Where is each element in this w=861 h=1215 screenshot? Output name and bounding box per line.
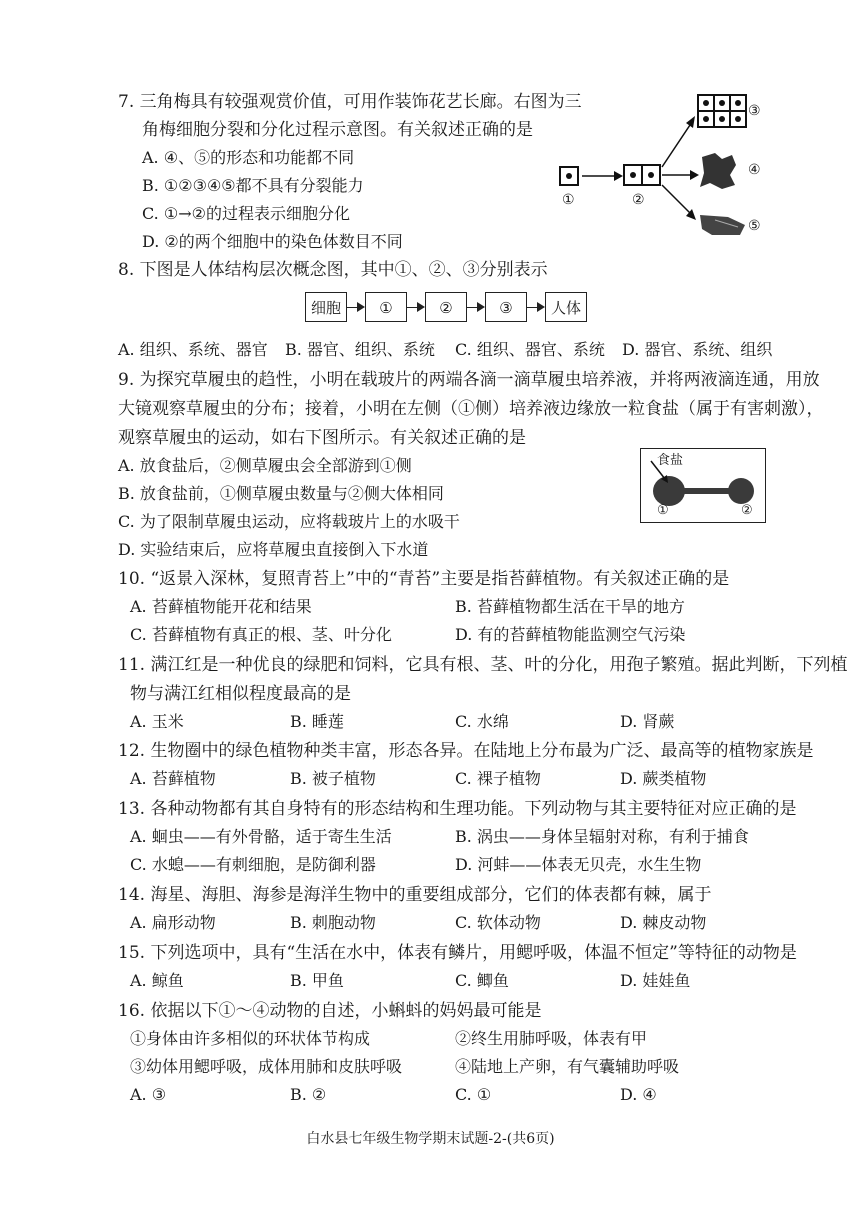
q8-stem: 8. 下图是人体结构层次概念图，其中①、②、③分别表示 bbox=[118, 260, 548, 280]
flow-box-body: 人体 bbox=[545, 292, 587, 322]
q16-statement-4: ④陆地上产卵，有气囊辅助呼吸 bbox=[455, 1057, 680, 1076]
q16-option-a[interactable]: A. ③ bbox=[130, 1085, 167, 1104]
q15-option-d[interactable]: D. 娃娃鱼 bbox=[620, 971, 691, 990]
q11-option-d[interactable]: D. 肾蕨 bbox=[620, 712, 675, 731]
q16-statement-2: ②终生用肺呼吸，体表有甲 bbox=[455, 1029, 648, 1048]
q16-option-b[interactable]: B. ② bbox=[290, 1085, 327, 1104]
q10-option-d[interactable]: D. 有的苔藓植物能监测空气污染 bbox=[455, 625, 686, 644]
q8-option-b[interactable]: B. 器官、组织、系统 bbox=[285, 340, 435, 359]
q8-hierarchy-flowchart bbox=[305, 290, 580, 330]
page-footer: 白水县七年级生物学期末试题-2-(共6页) bbox=[306, 1131, 555, 1147]
q9-label-1: ① bbox=[657, 503, 669, 518]
q8-option-a[interactable]: A. 组织、系统、器官 bbox=[118, 340, 268, 359]
q11-stem-line2: 物与满江红相似程度最高的是 bbox=[130, 684, 351, 704]
q10-option-c[interactable]: C. 苔藓植物有真正的根、茎、叶分化 bbox=[130, 625, 392, 644]
q9-option-d[interactable]: D. 实验结束后，应将草履虫直接倒入下水道 bbox=[118, 540, 429, 559]
q11-option-b[interactable]: B. 睡莲 bbox=[290, 712, 344, 731]
q9-slide-diagram bbox=[640, 448, 766, 523]
q7-option-a[interactable]: A. ④、⑤的形态和功能都不同 bbox=[142, 148, 355, 167]
q9-stem-line2: 大镜观察草履虫的分布；接着，小明在左侧（①侧）培养液边缘放一粒食盐（属于有害刺激）， bbox=[118, 399, 824, 419]
q9-stem-line1: 9. 为探究草履虫的趋性，小明在载玻片的两端各滴一滴草履虫培养液，并将两液滴连通，用放 bbox=[118, 370, 820, 390]
q12-option-d[interactable]: D. 蕨类植物 bbox=[620, 769, 707, 788]
q14-option-d[interactable]: D. 棘皮动物 bbox=[620, 913, 707, 932]
q15-stem: 15. 下列选项中，具有“生活在水中，体表有鳞片，用鳃呼吸，体温不恒定”等特征的动物是 bbox=[118, 943, 797, 963]
q7-stem-line1: 7. 三角梅具有较强观赏价值，可用作装饰花艺长廊。右图为三 bbox=[118, 92, 582, 112]
q10-option-a[interactable]: A. 苔藓植物能开花和结果 bbox=[130, 597, 312, 616]
flow-box-cell: 细胞 bbox=[305, 292, 347, 322]
flow-arrow bbox=[347, 307, 363, 308]
q14-option-b[interactable]: B. 刺胞动物 bbox=[290, 913, 376, 932]
q7-label-4: ④ bbox=[748, 162, 761, 178]
q7-option-b[interactable]: B. ①②③④⑤都不具有分裂能力 bbox=[142, 176, 364, 195]
q8-option-c[interactable]: C. 组织、器官、系统 bbox=[455, 340, 605, 359]
flow-arrow bbox=[527, 307, 543, 308]
q15-option-a[interactable]: A. 鲸鱼 bbox=[130, 971, 184, 990]
q12-stem: 12. 生物圈中的绿色植物种类丰富，形态各异。在陆地上分布最为广泛、最高等的植物家族是 bbox=[118, 741, 814, 761]
q11-stem-line1: 11. 满江红是一种优良的绿肥和饲料，它具有根、茎、叶的分化，用孢子繁殖。据此判断，下列植 bbox=[118, 655, 848, 675]
q12-option-a[interactable]: A. 苔藓植物 bbox=[130, 769, 216, 788]
flow-box-1: ① bbox=[365, 292, 407, 322]
q10-stem: 10. “返景入深林，复照青苔上”中的“青苔”主要是指苔藓植物。有关叙述正确的是 bbox=[118, 569, 730, 589]
q7-label-1: ① bbox=[562, 192, 575, 208]
q16-statement-3: ③幼体用鳃呼吸，成体用肺和皮肤呼吸 bbox=[130, 1057, 403, 1076]
q16-stem: 16. 依据以下①～④动物的自述，小蝌蚪的妈妈最可能是 bbox=[118, 1001, 542, 1021]
q9-option-c[interactable]: C. 为了限制草履虫运动，应将载玻片上的水吸干 bbox=[118, 512, 460, 531]
q14-option-a[interactable]: A. 扁形动物 bbox=[130, 913, 216, 932]
q14-stem: 14. 海星、海胆、海参是海洋生物中的重要组成部分，它们的体表都有棘，属于 bbox=[118, 885, 712, 905]
q7-option-c[interactable]: C. ①→②的过程表示细胞分化 bbox=[142, 204, 350, 223]
q16-statement-1: ①身体由许多相似的环状体节构成 bbox=[130, 1029, 371, 1048]
q16-option-d[interactable]: D. ④ bbox=[620, 1085, 657, 1104]
q10-option-b[interactable]: B. 苔藓植物都生活在干旱的地方 bbox=[455, 597, 685, 616]
q16-option-c[interactable]: C. ① bbox=[455, 1085, 492, 1104]
q8-option-d[interactable]: D. 器官、系统、组织 bbox=[622, 340, 773, 359]
flow-box-3: ③ bbox=[485, 292, 527, 322]
q13-option-c[interactable]: C. 水螅——有刺细胞，是防御利器 bbox=[130, 855, 376, 874]
q13-option-a[interactable]: A. 蛔虫——有外骨骼，适于寄生生活 bbox=[130, 827, 392, 846]
q13-stem: 13. 各种动物都有其自身特有的形态结构和生理功能。下列动物与其主要特征对应正确的是 bbox=[118, 799, 797, 819]
flow-arrow bbox=[407, 307, 423, 308]
q11-option-c[interactable]: C. 水绵 bbox=[455, 712, 509, 731]
q14-option-c[interactable]: C. 软体动物 bbox=[455, 913, 541, 932]
q9-option-b[interactable]: B. 放食盐前，①侧草履虫数量与②侧大体相同 bbox=[118, 484, 444, 503]
q7-cell-diagram bbox=[550, 85, 780, 245]
flow-arrow bbox=[467, 307, 483, 308]
q11-option-a[interactable]: A. 玉米 bbox=[130, 712, 184, 731]
q12-option-b[interactable]: B. 被子植物 bbox=[290, 769, 376, 788]
q9-label-2: ② bbox=[741, 503, 753, 518]
q13-option-b[interactable]: B. 涡虫——身体呈辐射对称，有利于捕食 bbox=[455, 827, 749, 846]
q15-option-b[interactable]: B. 甲鱼 bbox=[290, 971, 344, 990]
flow-box-2: ② bbox=[425, 292, 467, 322]
q9-salt-label: 食盐 bbox=[657, 453, 684, 468]
q7-label-5: ⑤ bbox=[748, 218, 761, 234]
q15-option-c[interactable]: C. 鲫鱼 bbox=[455, 971, 509, 990]
q7-option-d[interactable]: D. ②的两个细胞中的染色体数目不同 bbox=[142, 232, 403, 251]
q9-stem-line3: 观察草履虫的运动，如右下图所示。有关叙述正确的是 bbox=[118, 428, 526, 448]
q9-option-a[interactable]: A. 放食盐后，②侧草履虫会全部游到①侧 bbox=[118, 456, 412, 475]
q12-option-c[interactable]: C. 裸子植物 bbox=[455, 769, 541, 788]
q7-label-2: ② bbox=[632, 192, 645, 208]
q13-option-d[interactable]: D. 河蚌——体表无贝壳，水生生物 bbox=[455, 855, 702, 874]
q7-stem-line2: 角梅细胞分裂和分化过程示意图。有关叙述正确的是 bbox=[142, 120, 533, 140]
q7-label-3: ③ bbox=[748, 103, 761, 119]
